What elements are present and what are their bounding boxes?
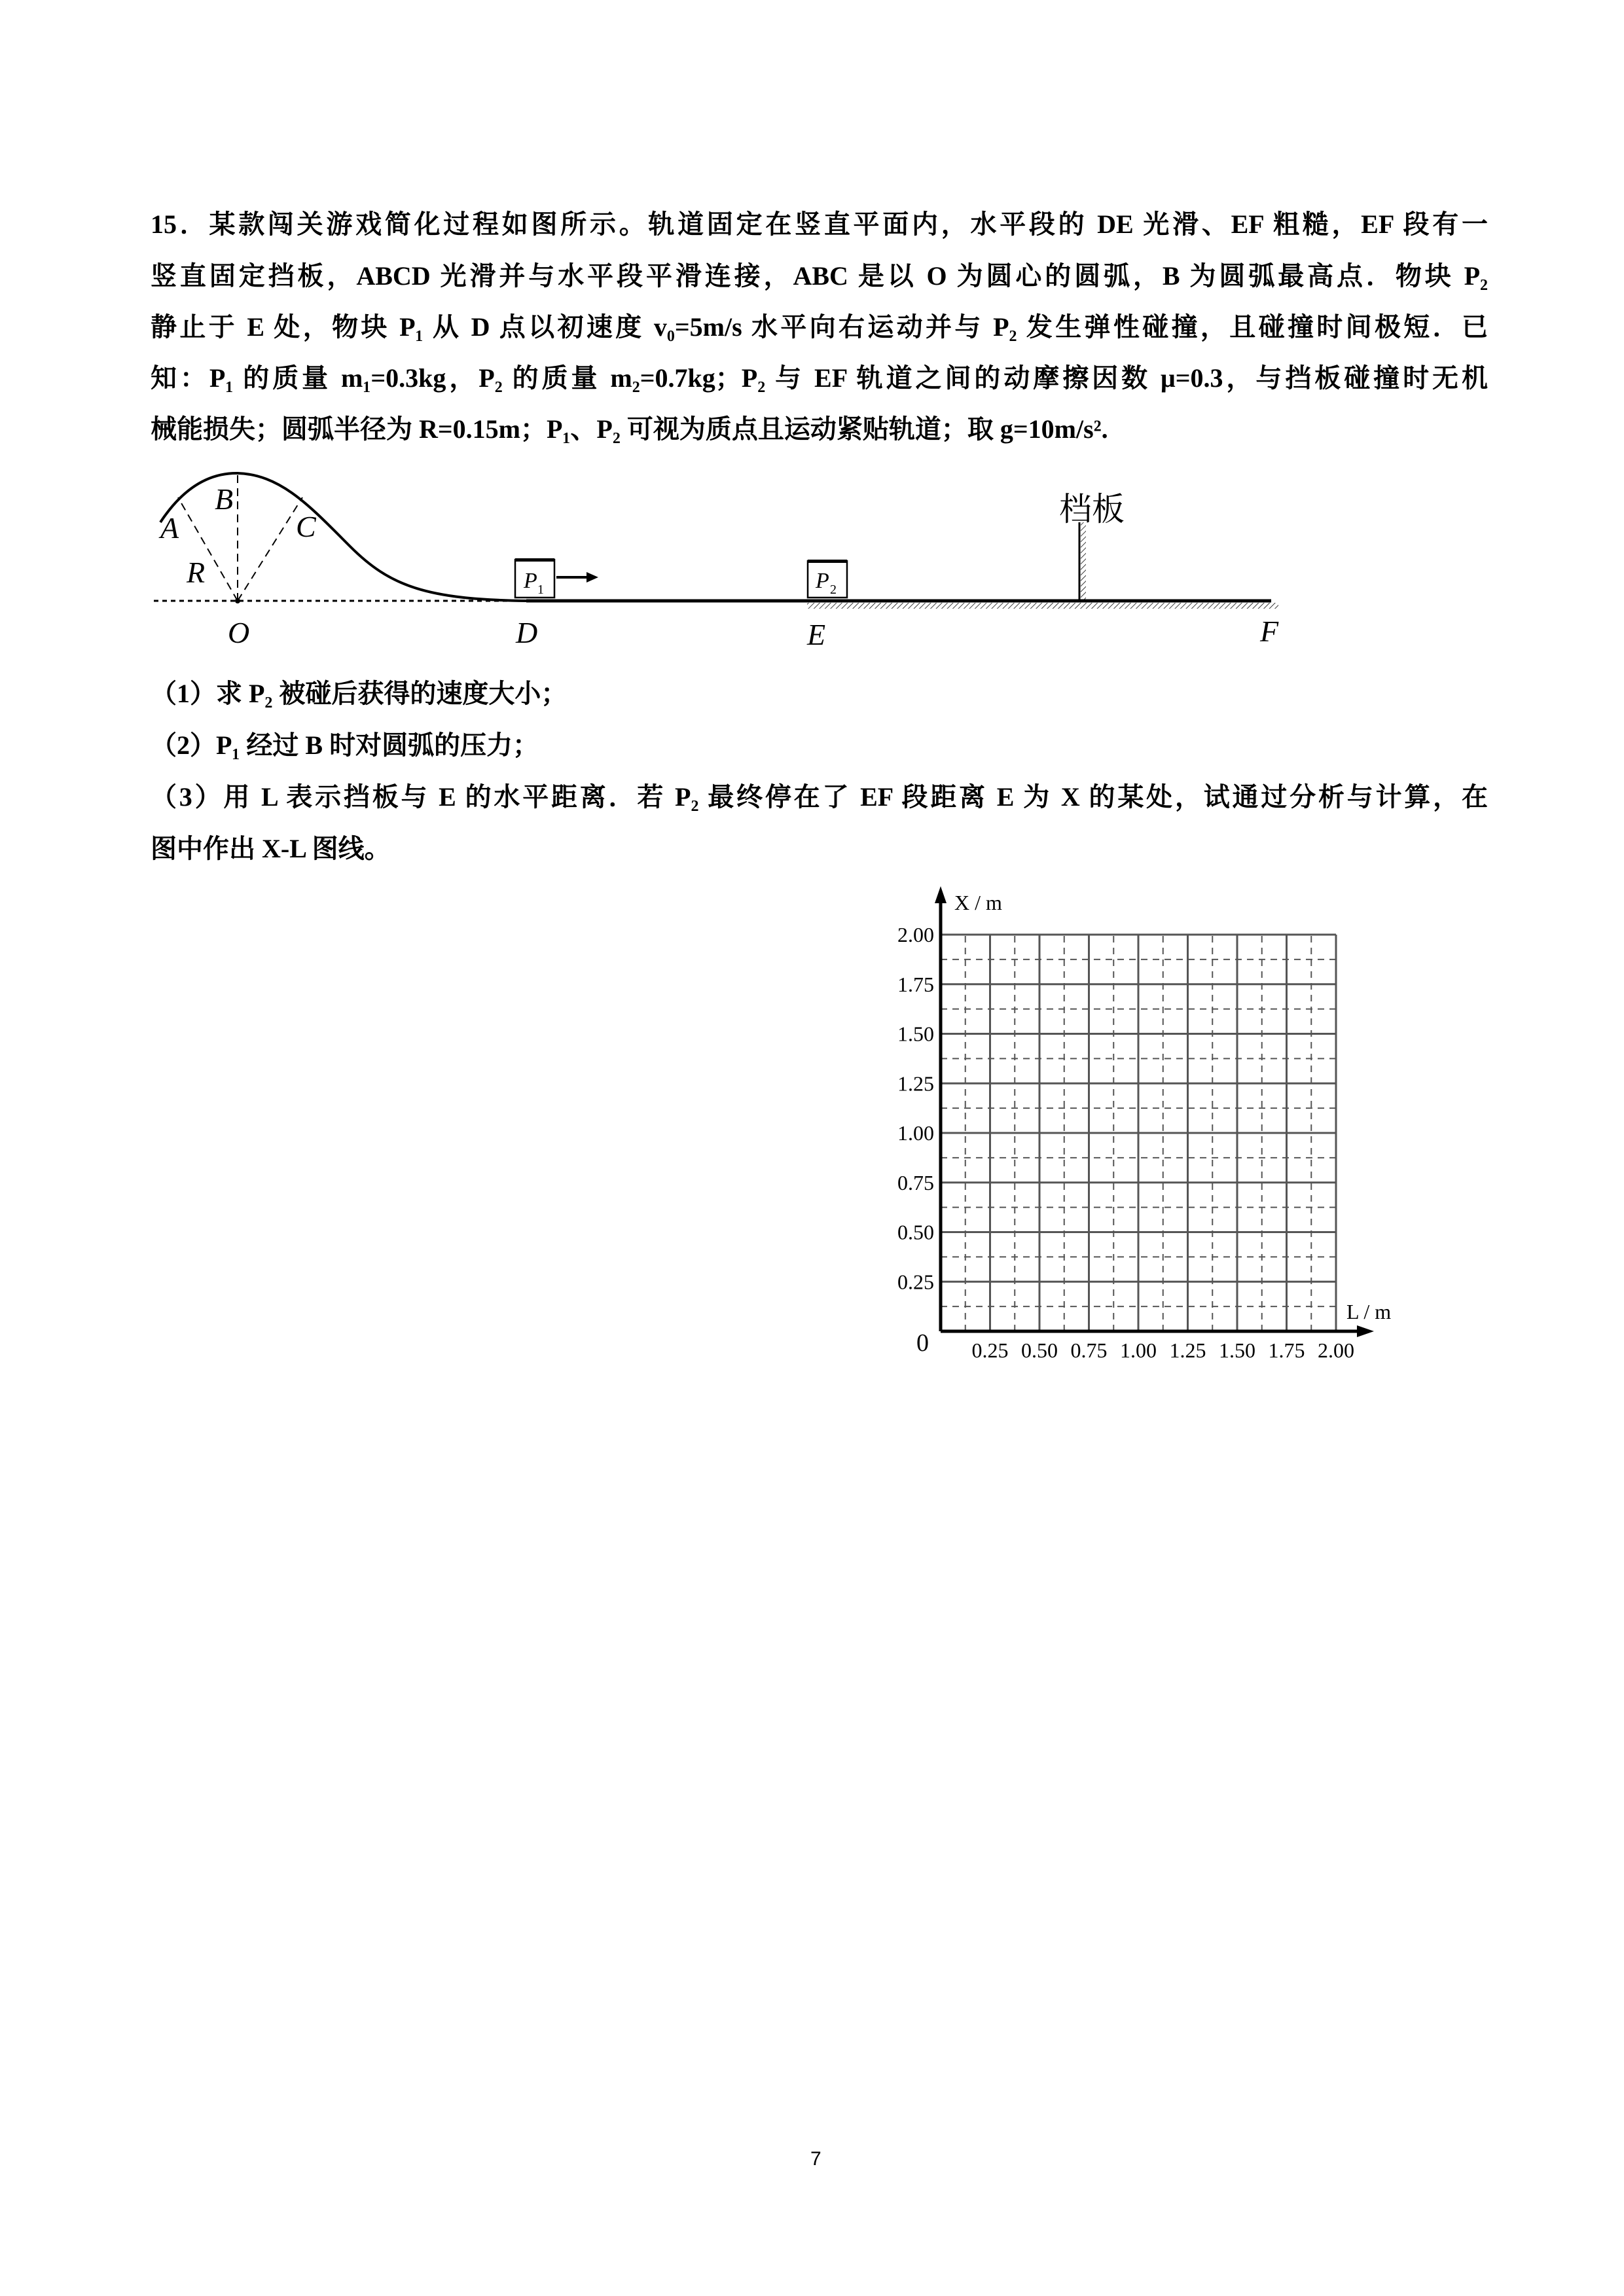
barrier-label: 档板 bbox=[1059, 491, 1125, 528]
x-tick-label: 1.00 bbox=[1120, 1338, 1157, 1362]
block-P2 bbox=[808, 560, 847, 598]
barrier-hatch bbox=[1081, 522, 1086, 600]
x-tick-label: 2.00 bbox=[1318, 1338, 1354, 1362]
x-axis-arrow-icon bbox=[1357, 1325, 1374, 1337]
y-tick-label: 1.00 bbox=[897, 1121, 934, 1145]
x-tick-label: 1.75 bbox=[1268, 1338, 1305, 1362]
radius-OC bbox=[238, 497, 302, 601]
x-axis-label: L / m bbox=[1346, 1300, 1392, 1323]
rough-hatch-EF bbox=[807, 603, 1278, 609]
problem-line-2: 竖直固定挡板，ABCD 光滑并与水平段平滑连接，ABC 是以 O 为圆心的圆弧，B 为圆弧最高点．物块 P₂ bbox=[151, 261, 1488, 291]
label-R: R bbox=[187, 556, 206, 589]
label-C: C bbox=[296, 510, 316, 543]
y-tick-label: 0.50 bbox=[897, 1220, 934, 1244]
track-diagram bbox=[131, 458, 1309, 668]
label-B: B bbox=[215, 482, 234, 516]
label-D: D bbox=[516, 616, 538, 649]
x-tick-label: 0.75 bbox=[1070, 1338, 1108, 1362]
x-tick-label: 0.50 bbox=[1021, 1338, 1058, 1362]
graph-axes bbox=[935, 886, 1374, 1337]
label-O: O bbox=[228, 616, 250, 649]
problem-line-3: 静止于 E 处，物块 P₁ 从 D 点以初速度 v₀=5m/s 水平向右运动并与 P₂ 发生弹性碰撞，且碰撞时间极短．已 bbox=[151, 312, 1488, 342]
graph-grid bbox=[941, 935, 1336, 1331]
block-P1 bbox=[515, 558, 554, 598]
y-tick-label: 1.25 bbox=[897, 1071, 934, 1096]
y-axis-arrow-icon bbox=[935, 886, 947, 903]
x-tick-label: 1.25 bbox=[1169, 1338, 1206, 1362]
svg-text:P: P bbox=[816, 569, 829, 593]
origin-label: 0 bbox=[916, 1329, 929, 1357]
label-E: E bbox=[807, 618, 826, 651]
xl-graph[interactable] bbox=[871, 884, 1392, 1368]
question-2: （2）P₁ 经过 B 时对圆弧的压力； bbox=[151, 730, 539, 760]
y-tick-label: 1.75 bbox=[897, 972, 934, 996]
svg-text:1: 1 bbox=[537, 583, 544, 597]
question-3-line-1: （3）用 L 表示挡板与 E 的水平距离．若 P₂ 最终停在了 EF 段距离 E 为 X 的某处，试通过分析与计算，在 bbox=[151, 782, 1488, 812]
arrow-right-icon bbox=[556, 572, 598, 583]
y-tick-label: 0.25 bbox=[897, 1270, 934, 1294]
question-3-line-2: 图中作出 X-L 图线。 bbox=[151, 834, 391, 863]
center-O-point bbox=[235, 598, 240, 603]
page-number: 7 bbox=[810, 2148, 821, 2170]
y-tick-label: 1.50 bbox=[897, 1022, 934, 1046]
problem-line-1: 15．某款闯关游戏简化过程如图所示。轨道固定在竖直平面内，水平段的 DE 光滑、EF 粗糙，EF 段有一 bbox=[151, 209, 1488, 239]
svg-text:2: 2 bbox=[830, 583, 837, 597]
y-tick-label: 0.75 bbox=[897, 1170, 934, 1194]
problem-line-4: 知：P₁ 的质量 m₁=0.3kg，P₂ 的质量 m₂=0.7kg；P₂ 与 EF 轨道之间的动摩擦因数 μ=0.3，与挡板碰撞时无机 bbox=[151, 363, 1488, 393]
label-A: A bbox=[160, 511, 179, 545]
x-tick-label: 0.25 bbox=[971, 1338, 1009, 1362]
y-tick-label: 2.00 bbox=[897, 923, 934, 946]
svg-text:P: P bbox=[524, 569, 537, 593]
problem-line-5: 械能损失；圆弧半径为 R=0.15m；P₁、P₂ 可视为质点且运动紧贴轨道；取 g=10m/s². bbox=[151, 414, 1108, 444]
y-axis-label: X / m bbox=[954, 891, 1002, 914]
label-F: F bbox=[1260, 615, 1279, 648]
x-tick-label: 1.50 bbox=[1219, 1338, 1255, 1362]
question-1: （1）求 P₂ 被碰后获得的速度大小； bbox=[151, 679, 568, 708]
